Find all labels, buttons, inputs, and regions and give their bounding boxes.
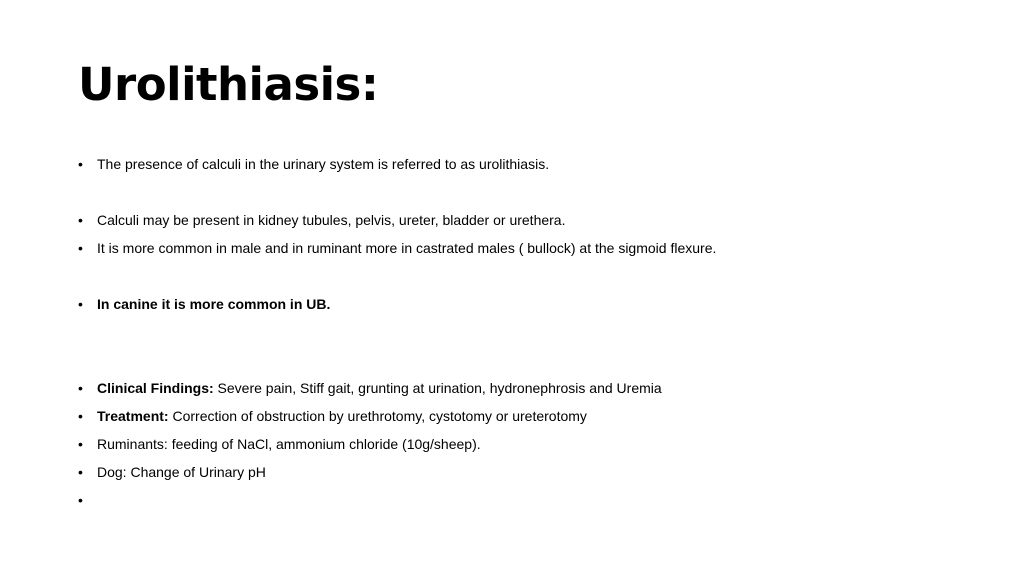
bullet-item <box>78 236 978 260</box>
bullet-item <box>78 488 978 512</box>
bullet-text: It is more common in male and in ruminant more in castrated males ( bullock) at the sigmoid flexure. <box>97 240 717 256</box>
bullet-item <box>78 376 978 400</box>
bullet-text: The presence of calculi in the urinary system is referred to as urolithiasis. <box>97 156 550 172</box>
bullet-text: Treatment: Correction of obstruction by urethrotomy, cystotomy or ureterotomy <box>97 408 587 424</box>
bullet-dot: • <box>78 464 83 480</box>
bullet-text: Clinical Findings: Severe pain, Stiff gait, grunting at urination, hydronephrosis and Uremia <box>97 380 662 396</box>
bullet-label: Clinical Findings: <box>97 380 214 396</box>
bullet-text: Dog: Change of Urinary pH <box>97 464 266 480</box>
bullet-item <box>78 404 978 428</box>
bullet-dot: • <box>78 156 83 172</box>
bullet-item <box>78 432 978 456</box>
bullet-dot: • <box>78 492 83 508</box>
bullet-item <box>78 292 978 316</box>
bullet-dot: • <box>78 436 83 452</box>
bullet-text: In canine it is more common in UB. <box>97 296 331 312</box>
bullet-text: Calculi may be present in kidney tubules, pelvis, ureter, bladder or urethera. <box>97 212 566 228</box>
slide-title: Urolithiasis: <box>78 58 379 111</box>
bullet-dot: • <box>78 296 83 312</box>
bullet-dot: • <box>78 408 83 424</box>
bullet-text: Ruminants: feeding of NaCl, ammonium chloride (10g/sheep). <box>97 436 481 452</box>
bullet-item <box>78 152 978 176</box>
bullet-item <box>78 208 978 232</box>
bullet-dot: • <box>78 240 83 256</box>
bullet-label: Treatment: <box>97 408 169 424</box>
bullet-dot: • <box>78 380 83 396</box>
bullet-dot: • <box>78 212 83 228</box>
bullet-item <box>78 460 978 484</box>
